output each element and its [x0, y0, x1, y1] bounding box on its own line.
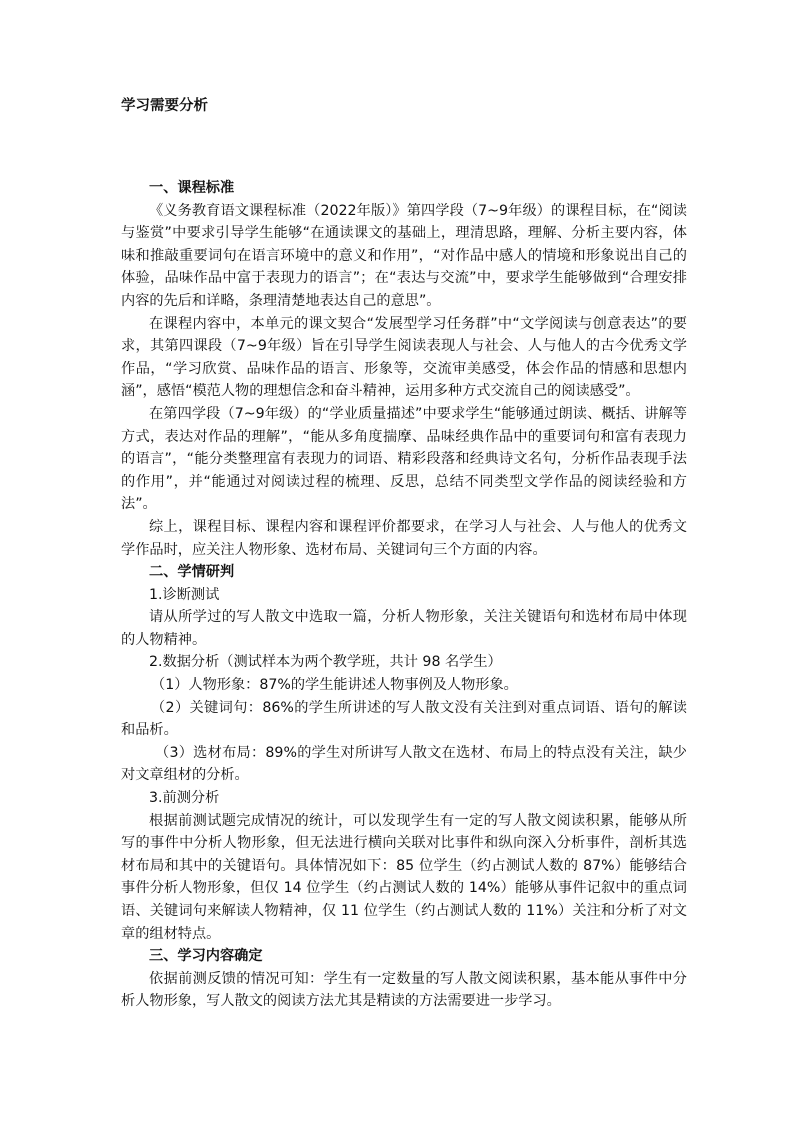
paragraph-curriculum-content: 在课程内容中，本单元的课文契合“发展型学习任务群”中“文学阅读与创意表达”的要求，其第四课段（7~9年级）旨在引导学生阅读表现人与社会、人与他人的古今优秀文学作品，“学习欣赏、品味作品的语言、形象等，交流审美感受，体会作品的情感和思想内涵”，感悟“模范人物的理想信念和奋斗精神，运用多种方式交流自己的阅读感受”。 — [121, 315, 687, 400]
list-item-material-layout: （3）选材布局：89%的学生对所讲写人散文在选材、布局上的特点没有关注，缺少对文章组材的分析。 — [121, 744, 687, 784]
document-body — [121, 177, 687, 1013]
paragraph-quality-description: 在第四学段（7~9年级）的“学业质量描述”中要求学生“能够通过朗读、概括、讲解等方式，表达对作品的理解”，“能从多角度揣摩、品味经典作品中的重要词句和富有表现力的语言”，“能分类整理富有表现力的词语、精彩段落和经典诗文名句，分析作品表现手法的作用”，并“能通过对阅读过程的梳理、反思，总结不同类型文学作品的阅读经验和方法”。 — [121, 405, 687, 513]
section-heading-learner-analysis: 二、学情研判 — [149, 564, 235, 581]
paragraph-content-determination: 依据前测反馈的情况可知：学生有一定数量的写人散文阅读积累，基本能从事件中分析人物形象，写人散文的阅读方法尤其是精读的方法需要进一步学习。 — [121, 970, 687, 1010]
list-item-character-image: （1）人物形象：87%的学生能讲述人物事例及人物形象。 — [151, 677, 518, 694]
subheading-pretest-analysis: 3.前测分析 — [149, 790, 220, 807]
subheading-diagnostic-test: 1.诊断测试 — [149, 586, 220, 603]
subheading-data-analysis: 2.数据分析（测试样本为两个教学班，共计 98 名学生） — [149, 654, 502, 671]
paragraph-curriculum-goals: 《义务教育语文课程标准（2022年版）》第四学段（7~9年级）的课程目标，在“阅读与鉴赏”中要求引导学生能够“在通读课文的基础上，理清思路，理解、分析主要内容，体味和推敲重要词句在语言环境中的意义和作用”，“对作品中感人的情境和形象说出自己的体验，品味作品中富于表现力的语言”；在“表达与交流”中，要求学生能够做到“合理安排内容的先后和详略，条理清楚地表达自己的意思”。 — [121, 202, 687, 309]
paragraph-diagnostic-task: 请从所学过的写人散文中选取一篇，分析人物形象，关注关键语句和选材布局中体现的人物精神。 — [121, 609, 687, 648]
paragraph-pretest-analysis: 根据前测试题完成情况的统计，可以发现学生有一定的写人散文阅读积累，能够从所写的事件中分析人物形象，但无法进行横向关联对比事件和纵向深入分析事件，剖析其选材布局和其中的关键语句。具体情况如下：85 位学生（约占测试人数的 87%）能够结合事件分析人物形象，但仅 14 位学生（约占测试人数的 14%）能够从事件记叙中的重点词语、关键词句来解读人物精神，仅 11 位学生（约占测试人数的 11%）关注和分析了对文章的组材特点。 — [121, 812, 687, 942]
paragraph-summary: 综上，课程目标、课程内容和课程评价都要求，在学习人与社会、人与他人的优秀文学作品时，应关注人物形象、选材布局、关键词句三个方面的内容。 — [121, 518, 687, 558]
section-heading-content-determination: 三、学习内容确定 — [149, 948, 263, 965]
document-title: 学习需要分析 — [121, 98, 208, 114]
section-heading-curriculum-standard: 一、课程标准 — [149, 180, 235, 196]
list-item-key-sentences: （2）关键词句：86%的学生所讲述的写人散文没有关注到对重点词语、语句的解读和品析。 — [121, 699, 687, 739]
